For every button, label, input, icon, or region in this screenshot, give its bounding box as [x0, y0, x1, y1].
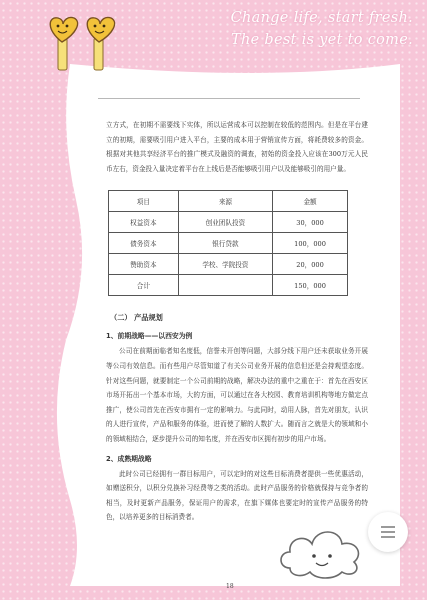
funding-table — [108, 190, 348, 296]
table-cell: 债务资本 — [109, 233, 179, 254]
subsection-paragraph: 此时公司已经拥有一群目标用户，可以定时的对这些目标消费者提供一些优惠活动，如赠送积分，以积分兑换补习经费等之类的活动。此时产品服务的价格就保持与竞争者的相当，及时更新产品服务，保证用户的需求，在旗下媒体也要定时的宣传产品服务的特色，以培养更多的目标消费者。 — [106, 469, 368, 522]
table-header-row — [109, 191, 348, 212]
subsection-paragraph: 公司在前期面临者知名度低，信誉未开创等问题，大部分线下用户还未获取业务开展等公司有效信息。而有些用户尽管知道了有关公司业务开展的信息但还是会持观望态度。针对这些问题，就要制定一个公司前期的战略，解决办法的重中之重在于：首先在西安区市场开拓出一个基本市场，大的方面，可以通过在各大校园、教育培训机构等地方做定点推广，使公司首先在西安市拥有一定的影响力。与此同时，动用人脉，首先对朋友，认识的人进行宣传，产品和服务的体验，进而使了解的人数扩大。随而言之就是大的领域和小的领域相结合，逐步提升公司的知名度，并在西安市区拥有初步的用户市场。 — [106, 347, 368, 443]
table-header-cell: 金额 — [273, 191, 348, 212]
intro-paragraph: 立方式，在初期不需要线下实体，所以运营成本可以控制在较低的范围内。但是在平台建立的初期，需要吸引用户进入平台，主要的成本用于营销宣传方面，将耗费较多的资金。根据对其他共享经济平台的推广模式及融资的调查，初始的资金投入应该在300万元人民币左右，资金投入量决定着平台在上线后是否能够吸引用户以及能够吸引的用户量。 — [106, 121, 368, 173]
section-title: （二） 产品规划 — [110, 313, 163, 323]
document-body — [106, 118, 368, 525]
table-header-cell: 项目 — [109, 191, 179, 212]
page-number: 18 — [226, 583, 234, 590]
table-cell: 100，000 — [273, 233, 348, 254]
subsection-title: 1、前期战略——以西安为例 — [106, 332, 193, 341]
table-cell: 合计 — [109, 275, 179, 296]
heart-pencils-decoration — [44, 12, 134, 72]
subsection-title: 2、成熟期战略 — [106, 454, 152, 463]
table-cell — [178, 275, 272, 296]
table-cell: 银行贷款 — [178, 233, 272, 254]
slogan-line-1: Change life, start fresh. — [230, 10, 413, 26]
table-cell: 150，000 — [273, 275, 348, 296]
table-row — [109, 275, 348, 296]
table-row — [109, 233, 348, 254]
hamburger-menu-icon — [381, 526, 395, 538]
table-cell: 20，000 — [273, 254, 348, 275]
slogan-line-2: The best is yet to come. — [231, 32, 413, 48]
table-cell: 学校、学院投资 — [178, 254, 272, 275]
table-cell: 权益资本 — [109, 212, 179, 233]
table-cell: 赞助资本 — [109, 254, 179, 275]
table-cell: 创业团队投资 — [178, 212, 272, 233]
table-row — [109, 212, 348, 233]
table-header-cell: 来源 — [178, 191, 272, 212]
header-rule — [98, 98, 360, 99]
table-row — [109, 254, 348, 275]
menu-button[interactable] — [368, 512, 408, 552]
table-cell: 30，000 — [273, 212, 348, 233]
smiling-cloud-decoration — [276, 520, 368, 580]
